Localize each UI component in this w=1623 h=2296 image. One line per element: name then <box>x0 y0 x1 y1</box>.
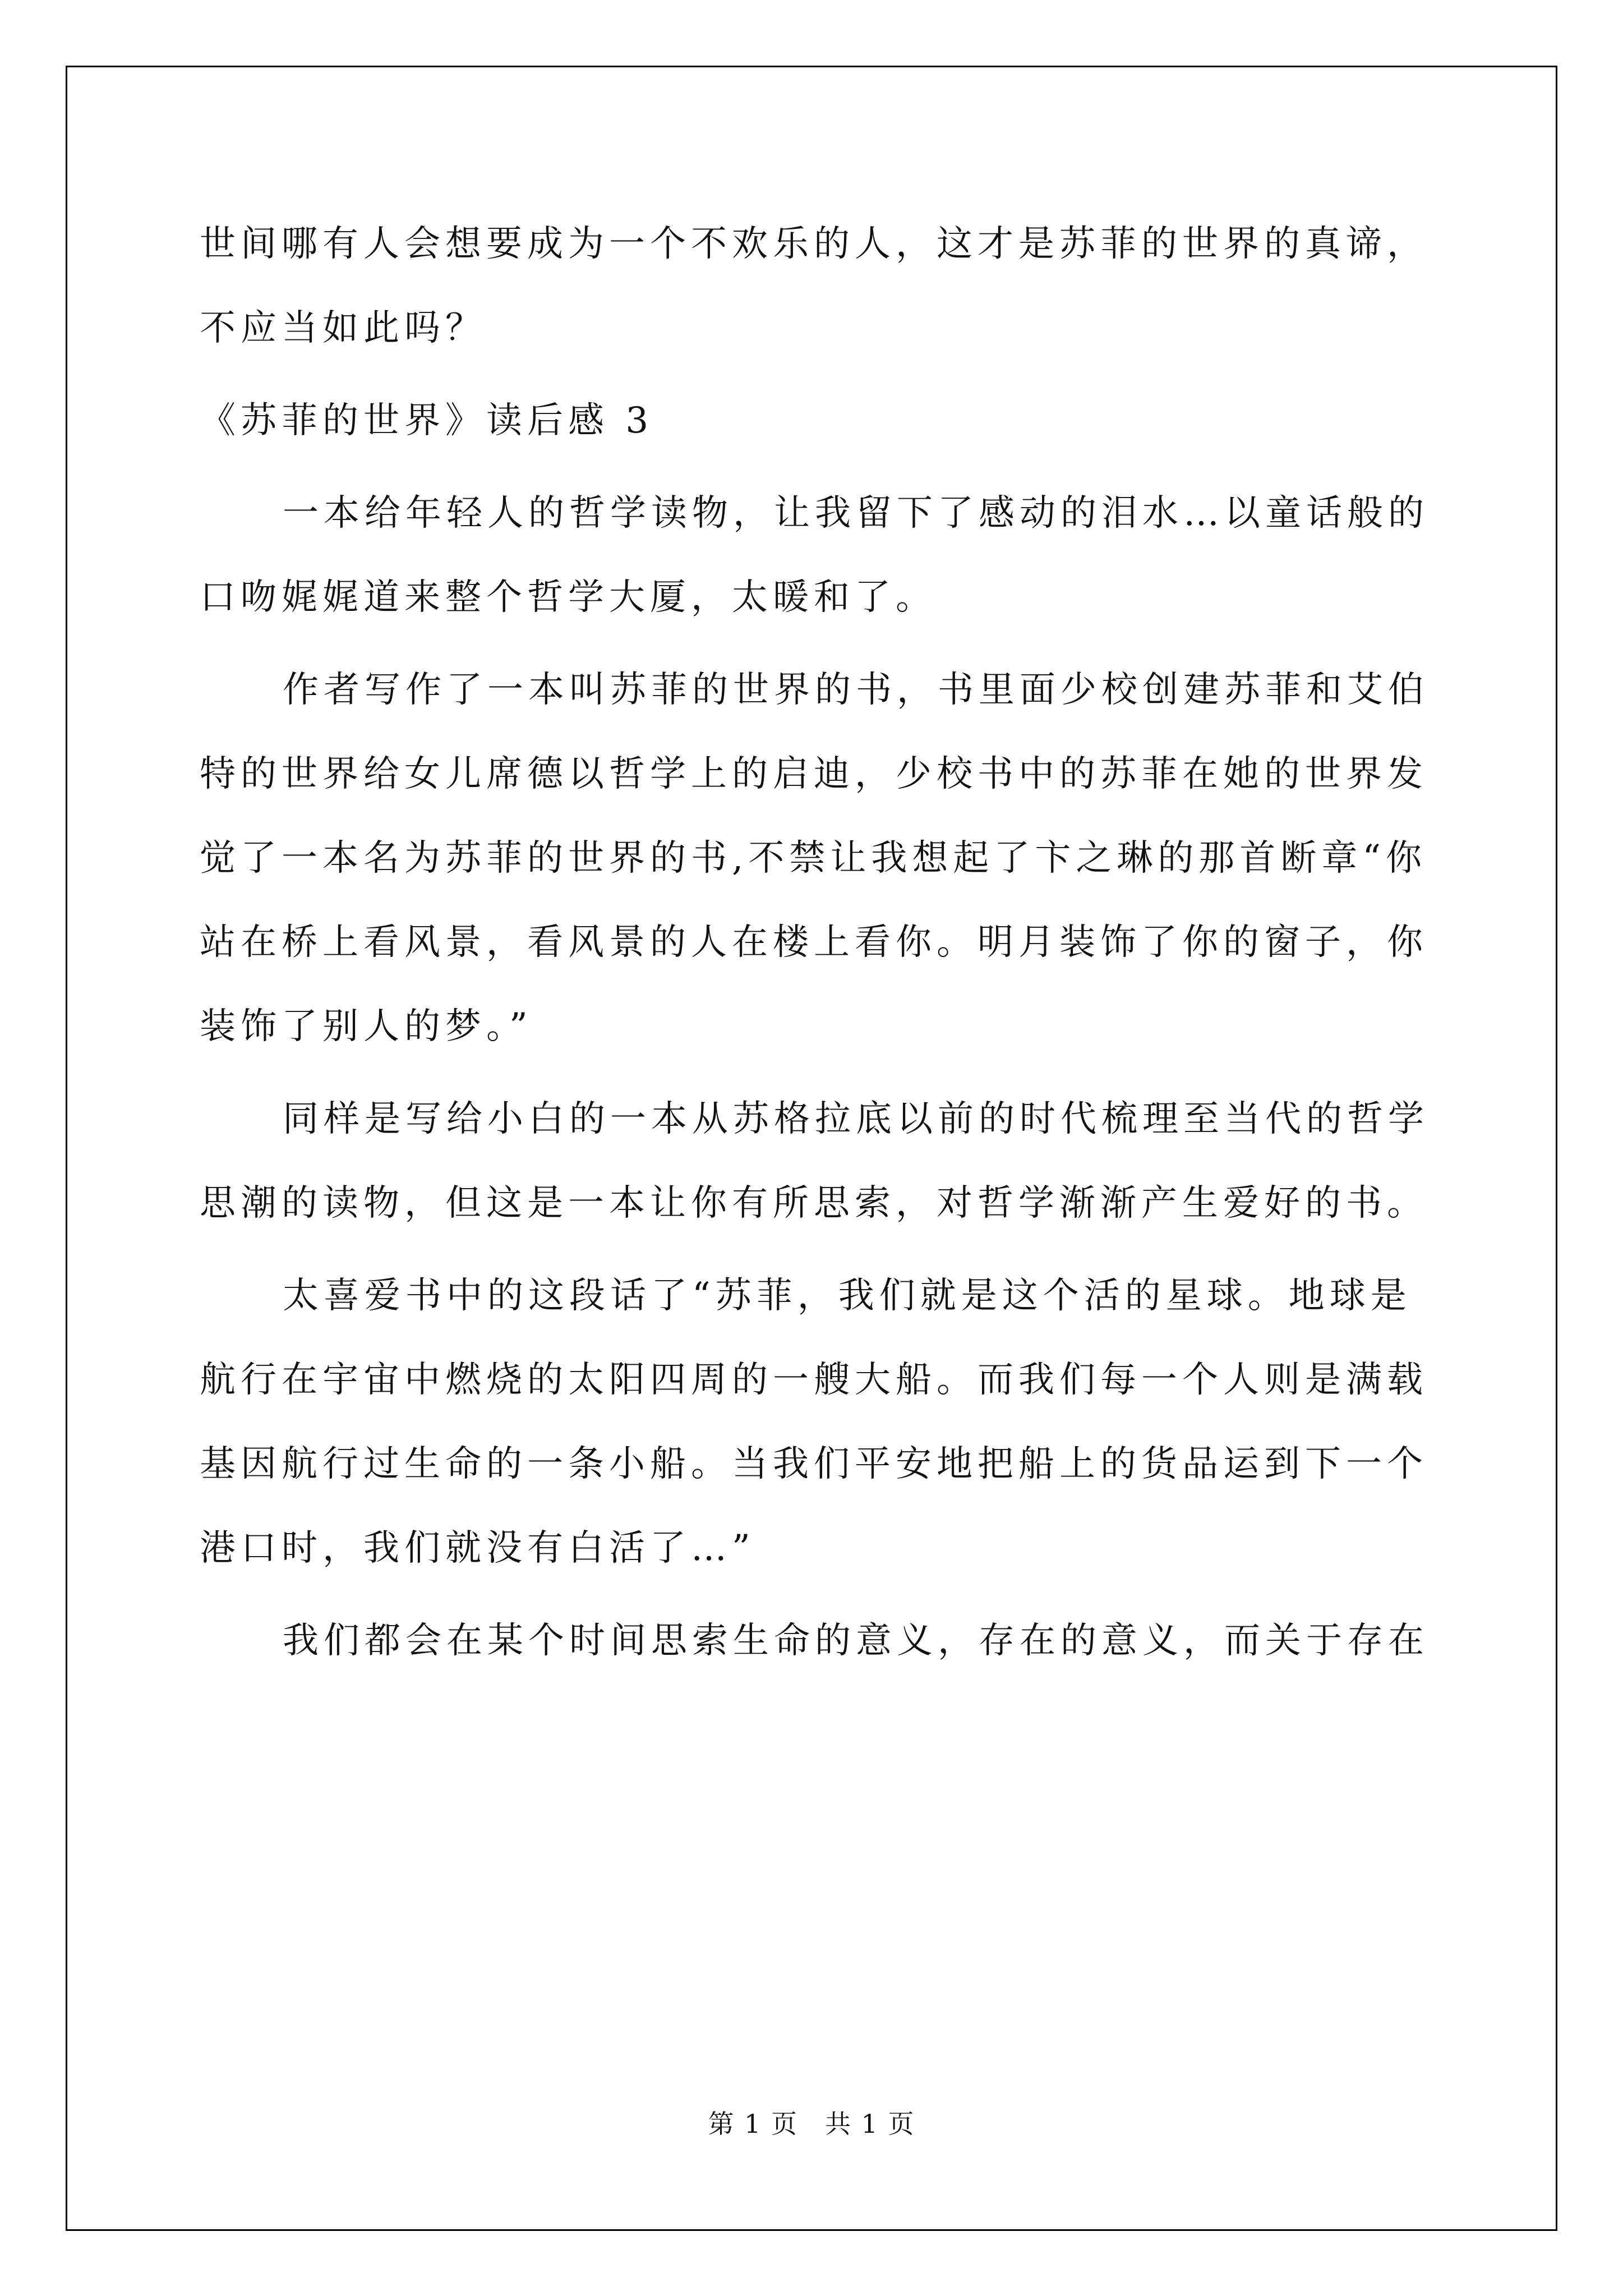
text-line: 思潮的读物，但这是一本让你有所思索，对哲学渐渐产生爱好的书。 <box>200 1182 1428 1224</box>
text-line: 同样是写给小白的一本从苏格拉底以前的时代梳理至当代的哲学 <box>283 1098 1429 1140</box>
text-line: 太喜爱书中的这段话了“苏菲，我们就是这个活的星球。地球是 <box>283 1275 1412 1317</box>
paragraph <box>200 1077 1428 1245</box>
paragraph <box>200 202 1428 370</box>
text-line: 世间哪有人会想要成为一个不欢乐的人，这才是苏菲的世界的真谛， <box>200 223 1428 265</box>
paragraph <box>200 1599 1428 1683</box>
text-line: 一本给年轻人的哲学读物，让我留下了感动的泪水…以童话般的 <box>283 493 1429 534</box>
text-line: 口吻娓娓道来整个哲学大厦，太暖和了。 <box>200 577 937 618</box>
text-line: 站在桥上看风景，看风景的人在楼上看你。明月装饰了你的窗子，你 <box>200 922 1428 963</box>
text-line: 特的世界给女儿席德以哲学上的启迪，少校书中的苏菲在她的世界发 <box>200 753 1428 795</box>
paragraph <box>200 1254 1428 1590</box>
page-footer: 第 1 页 共 1 页 <box>708 2109 915 2139</box>
text-line: 作者写作了一本叫苏菲的世界的书，书里面少校创建苏菲和艾伯 <box>283 669 1429 711</box>
document-body <box>200 202 1428 1691</box>
paragraph <box>200 648 1428 1069</box>
heading-line: 《苏菲的世界》读后感 3 <box>200 400 654 441</box>
text-line: 觉了一本名为苏菲的世界的书,不禁让我想起了卞之琳的那首断章“你 <box>200 838 1427 879</box>
text-line: 不应当如此吗？ <box>200 307 486 349</box>
section-heading <box>200 379 1428 463</box>
text-line: 港口时，我们就没有白活了…” <box>200 1527 755 1569</box>
paragraph <box>200 471 1428 639</box>
text-line: 我们都会在某个时间思索生命的意义，存在的意义，而关于存在 <box>283 1620 1429 1662</box>
text-line: 航行在宇宙中燃烧的太阳四周的一艘大船。而我们每一个人则是满载 <box>200 1359 1428 1401</box>
text-line: 基因航行过生命的一条小船。当我们平安地把船上的货品运到下一个 <box>200 1443 1428 1485</box>
text-line: 装饰了别人的梦。” <box>200 1006 533 1047</box>
